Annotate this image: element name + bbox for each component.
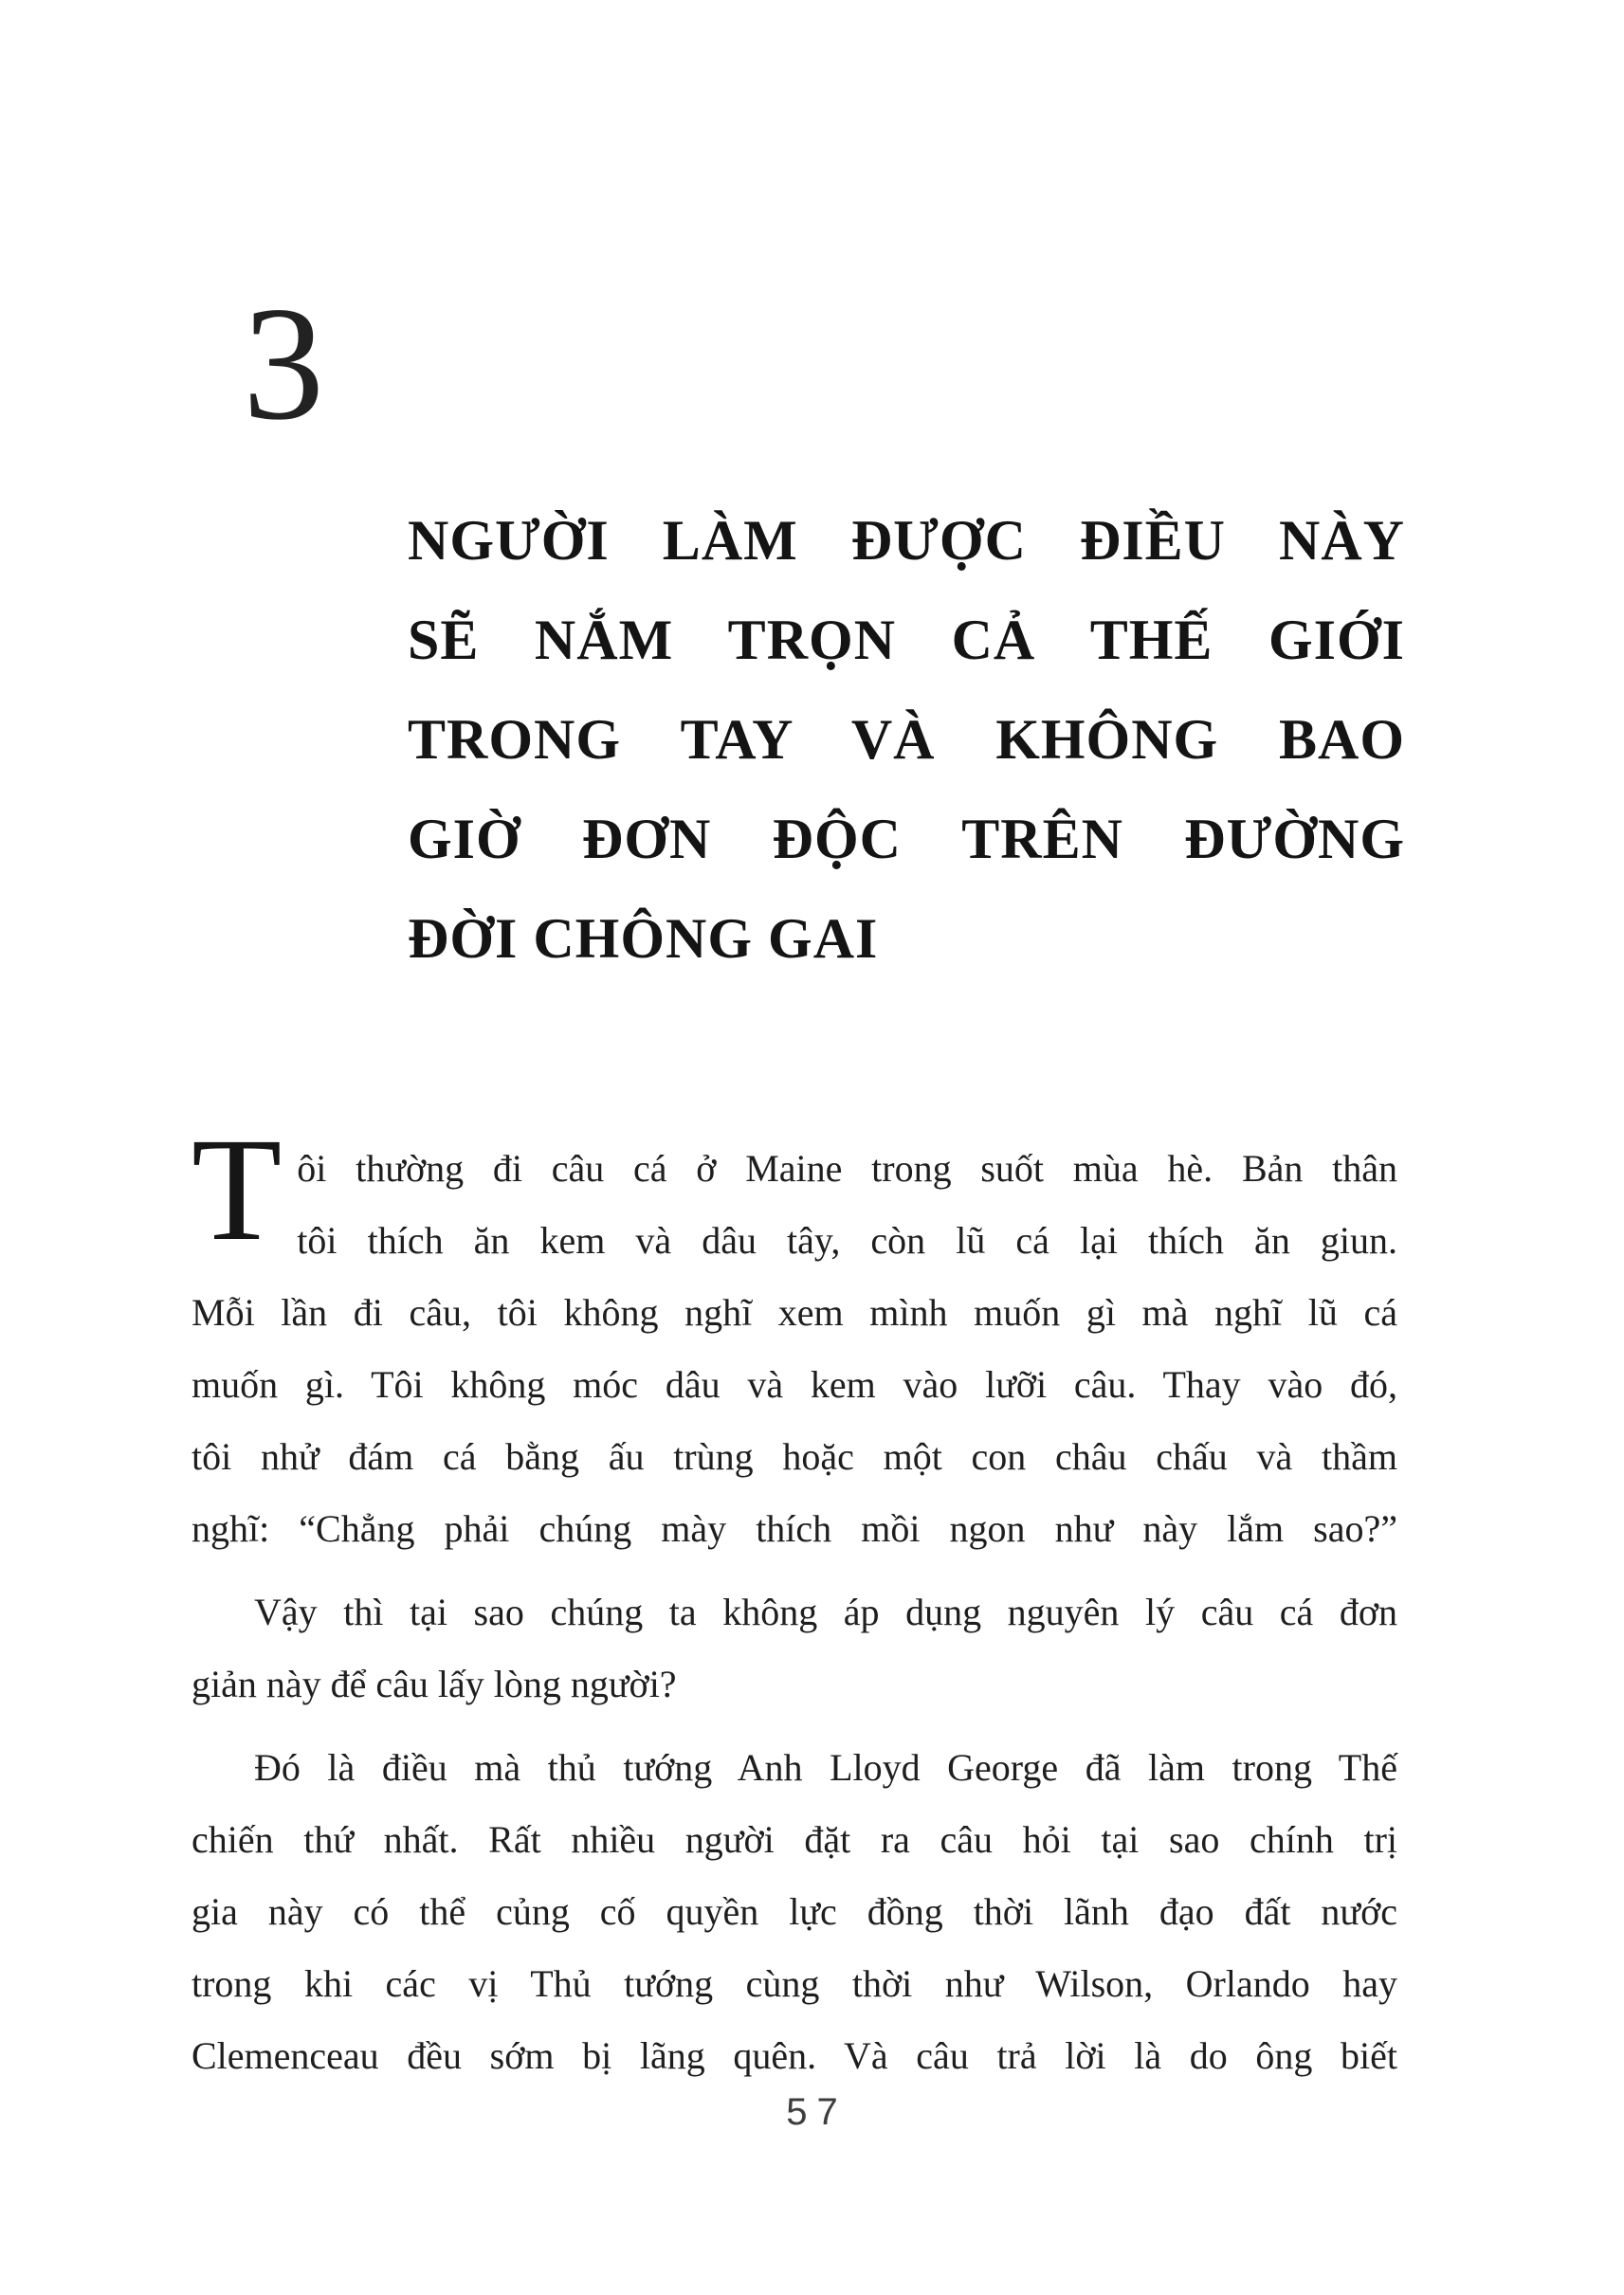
chapter-title xyxy=(408,491,1405,989)
text-line: Clemenceau đều sớm bị lãng quên. Và câu trả lời là do ông biết xyxy=(192,2034,1397,2077)
text-line: muốn gì. Tôi không móc dâu và kem vào lưỡi câu. Thay vào đó, xyxy=(192,1363,1397,1406)
text-line: Mỗi lần đi câu, tôi không nghĩ xem mình muốn gì mà nghĩ lũ cá xyxy=(192,1291,1397,1334)
paragraph xyxy=(192,1107,1397,1565)
chapter-title-line: TRONG TAY VÀ KHÔNG BAO xyxy=(408,708,1405,771)
text-line: tôi nhử đám cá bằng ấu trùng hoặc một con châu chấu và thầm xyxy=(192,1435,1397,1478)
page-number: 57 xyxy=(786,2091,848,2133)
text-line: trong khi các vị Thủ tướng cùng thời như Wilson, Orlando hay xyxy=(192,1962,1397,2005)
chapter-title-line: GIỜ ĐƠN ĐỘC TRÊN ĐƯỜNG xyxy=(408,808,1405,870)
text-line: chiến thứ nhất. Rất nhiều người đặt ra câu hỏi tại sao chính trị xyxy=(192,1818,1397,1861)
chapter-title-line: SẼ NẮM TRỌN CẢ THẾ GIỚI xyxy=(408,609,1405,671)
text-line: Đó là điều mà thủ tướng Anh Lloyd George đã làm trong Thế xyxy=(254,1746,1397,1789)
text-line: nghĩ: “Chẳng phải chúng mày thích mồi ngon như này lắm sao?” xyxy=(192,1507,1397,1550)
paragraph xyxy=(192,1732,1397,2092)
text-line: gia này có thể củng cố quyền lực đồng thời lãnh đạo đất nước xyxy=(192,1890,1397,1933)
text-line: tôi thích ăn kem và dâu tây, còn lũ cá lại thích ăn giun. xyxy=(297,1219,1397,1262)
text-line: ôi thường đi câu cá ở Maine trong suốt mùa hè. Bản thân xyxy=(297,1147,1397,1190)
chapter-title-line: NGƯỜI LÀM ĐƯỢC ĐIỀU NÀY xyxy=(408,509,1405,572)
chapter-number: 3 xyxy=(243,274,324,454)
body-text xyxy=(192,1107,1397,2092)
drop-cap: T xyxy=(192,1107,283,1271)
chapter-title-line: ĐỜI CHÔNG GAI xyxy=(408,907,879,970)
paragraph xyxy=(192,1576,1397,1721)
text-line: giản này để câu lấy lòng người? xyxy=(192,1663,677,1705)
text-line: Vậy thì tại sao chúng ta không áp dụng nguyên lý câu cá đơn xyxy=(254,1591,1397,1633)
